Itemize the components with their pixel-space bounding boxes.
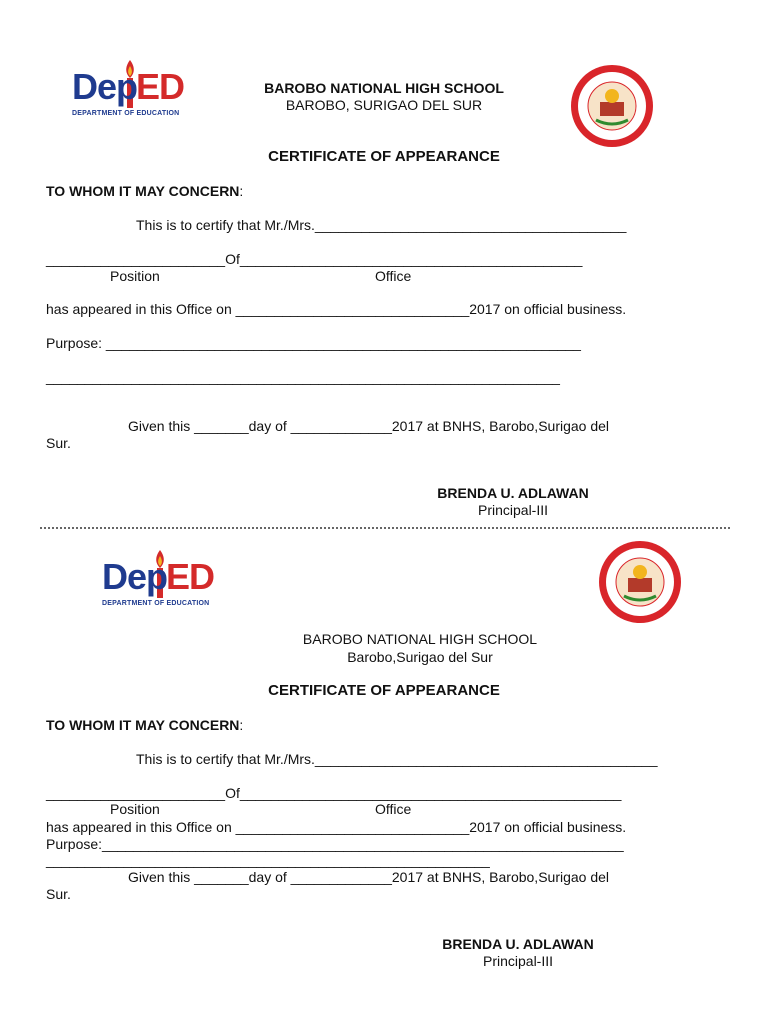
salutation-text: TO WHOM IT MAY CONCERN — [46, 183, 240, 199]
cut-line-divider — [40, 527, 730, 529]
salutation-bottom — [46, 717, 243, 734]
signatory-title: Principal-III — [477, 502, 549, 518]
school-name-bottom: BAROBO NATIONAL HIGH SCHOOL — [302, 631, 538, 647]
label-position-bottom: Position — [110, 801, 160, 817]
school-seal-bottom — [594, 540, 686, 624]
deped-wordmark-left: Dep — [72, 66, 138, 107]
signatory-name-bottom: BRENDA U. ADLAWAN — [442, 936, 594, 952]
purpose-line: Purpose: _____________________________________________________________ — [46, 335, 581, 351]
certify-line: This is to certify that Mr./Mrs.________________________________________ — [136, 217, 627, 233]
certificate-title-bottom: CERTIFICATE OF APPEARANCE — [268, 682, 500, 699]
label-position: Position — [110, 268, 160, 284]
salutation-colon: : — [239, 183, 244, 199]
label-office-bottom: Office — [375, 801, 412, 817]
deped-wordmark-right: ED — [136, 66, 185, 107]
seal-icon-bottom — [599, 541, 681, 623]
seal-icon — [571, 65, 653, 147]
purpose-line-bottom: Purpose:___________________________________________________________________ — [46, 836, 624, 852]
school-seal — [566, 64, 658, 148]
school-name: BAROBO NATIONAL HIGH SCHOOL — [264, 80, 504, 96]
label-office: Office — [375, 268, 412, 284]
of-line: _______________________Of____________________________________________ — [46, 251, 583, 267]
deped-logo-bottom — [102, 546, 232, 612]
school-address-bottom: Barobo,Surigao del Sur — [347, 649, 493, 665]
deped-tagline: DEPARTMENT OF EDUCATION — [72, 110, 180, 117]
appeared-line: has appeared in this Office on ______________________________2017 on official business. — [46, 301, 627, 317]
given-line-continued-bottom: Sur. — [46, 886, 71, 902]
deped-wordmark-right-bottom: ED — [166, 556, 215, 597]
salutation — [46, 183, 243, 200]
given-line: Given this _______day of _____________2017 at BNHS, Barobo,Surigao del — [128, 418, 610, 434]
given-line-bottom: Given this _______day of _____________2017 at BNHS, Barobo,Surigao del — [128, 869, 610, 885]
purpose-continuation-line: __________________________________________________________________ — [46, 369, 560, 385]
purpose-continuation-line-bottom: _________________________________________________________ — [46, 852, 490, 868]
deped-logo — [72, 56, 202, 122]
appeared-line-bottom: has appeared in this Office on ______________________________2017 on official business. — [46, 819, 627, 835]
deped-wordmark-left-bottom: Dep — [102, 556, 168, 597]
signatory-name: BRENDA U. ADLAWAN — [437, 485, 589, 501]
salutation-colon-bottom: : — [239, 717, 244, 733]
school-address: BAROBO, SURIGAO DEL SUR — [285, 97, 483, 113]
certificate-title: CERTIFICATE OF APPEARANCE — [268, 148, 500, 165]
deped-tagline-bottom: DEPARTMENT OF EDUCATION — [102, 600, 210, 607]
signatory-title-bottom: Principal-III — [482, 953, 554, 969]
certify-line-bottom: This is to certify that Mr./Mrs.____________________________________________ — [136, 751, 658, 767]
salutation-text-bottom: TO WHOM IT MAY CONCERN — [46, 717, 240, 733]
given-line-continued: Sur. — [46, 435, 71, 451]
of-line-bottom: _______________________Of_________________________________________________ — [46, 785, 622, 801]
